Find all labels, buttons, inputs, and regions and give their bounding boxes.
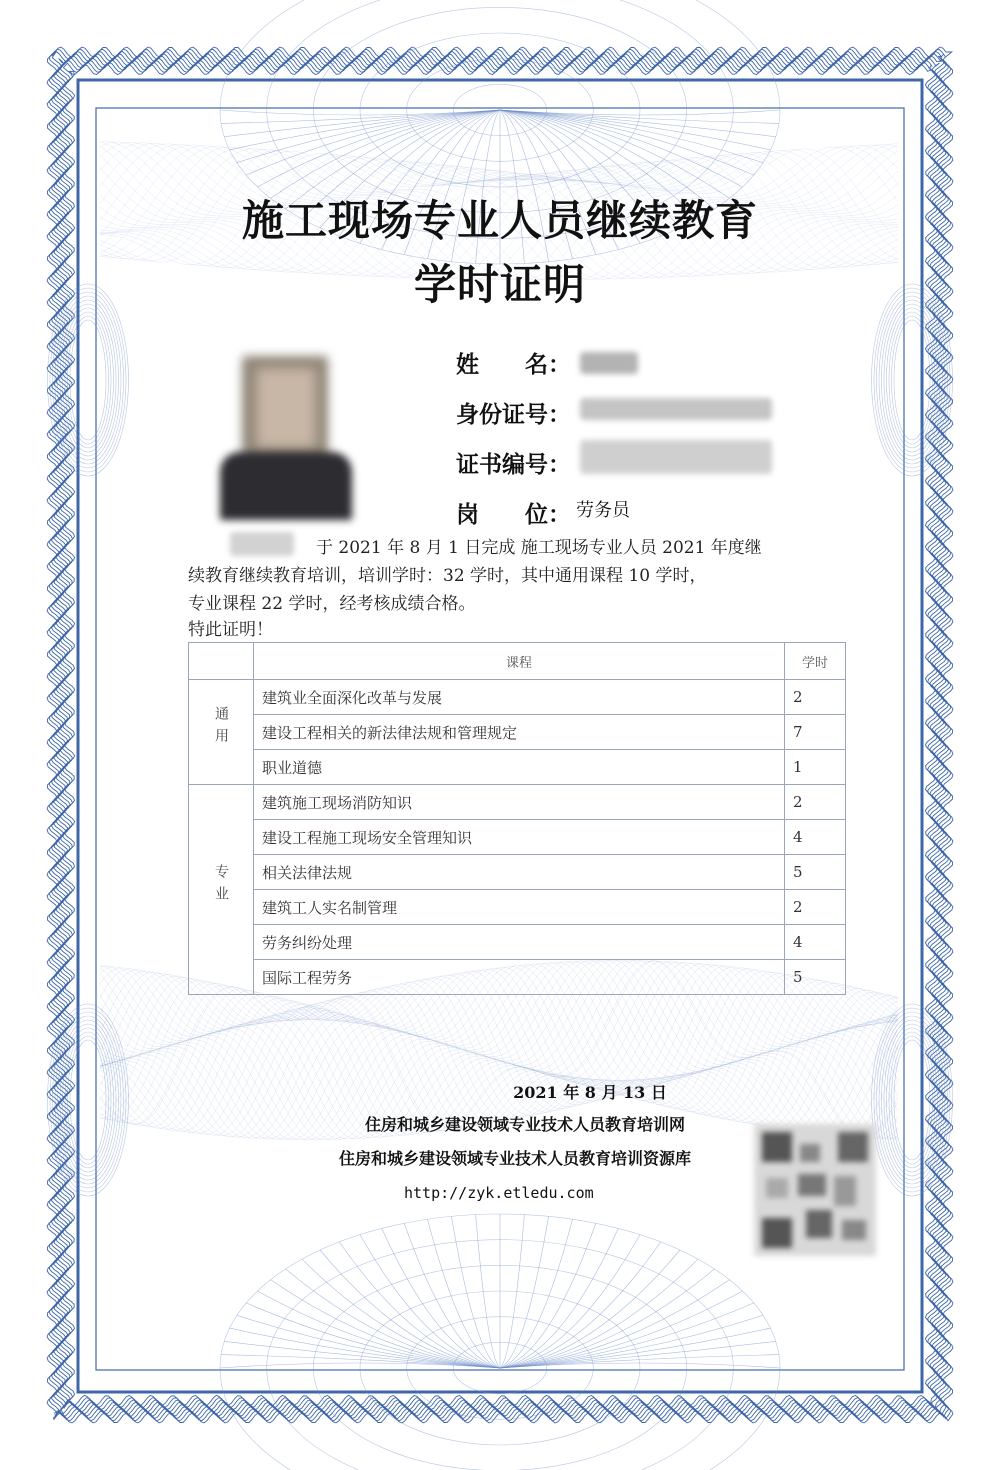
course-hours: 7 — [785, 715, 846, 750]
course-hours: 2 — [785, 680, 846, 715]
course-hours: 4 — [785, 820, 846, 855]
category-general — [189, 680, 254, 785]
id-number-label: 身份证号： — [456, 402, 571, 428]
certificate-number-value-redacted — [580, 440, 772, 474]
course-hours: 2 — [785, 785, 846, 820]
table-row — [189, 785, 846, 820]
qr-code — [754, 1124, 876, 1256]
course-hours: 5 — [785, 960, 846, 995]
statement-line-3: 专业课程 22 学时，经考核成绩合格。 — [188, 594, 476, 614]
category-general-text: 通用 — [213, 706, 229, 750]
course-name: 国际工程劳务 — [254, 960, 785, 995]
course-hours: 5 — [785, 855, 846, 890]
course-name: 职业道德 — [254, 750, 785, 785]
table-row — [189, 855, 846, 890]
statement-line-2: 续教育继续教育培训，培训学时：32 学时，其中通用课程 10 学时， — [188, 566, 707, 586]
table-row — [189, 715, 846, 750]
course-name: 相关法律法规 — [254, 855, 785, 890]
header-hours: 学时 — [785, 643, 846, 680]
course-hours: 1 — [785, 750, 846, 785]
issuer-org-1: 住房和城乡建设领域专业技术人员教育培训网 — [364, 1115, 685, 1134]
table-row — [189, 680, 846, 715]
course-hours: 2 — [785, 890, 846, 925]
table-row — [189, 890, 846, 925]
title-line-2: 学时证明 — [413, 260, 586, 309]
table-row — [189, 960, 846, 995]
photo — [220, 348, 352, 520]
id-number-value-redacted — [580, 398, 772, 420]
issuer-org-2: 住房和城乡建设领域专业技术人员教育培训资源库 — [338, 1149, 691, 1168]
holder-name-redacted — [230, 532, 294, 556]
header-category — [189, 643, 254, 680]
name-value-redacted — [580, 352, 638, 374]
category-professional-text: 专业 — [213, 863, 229, 908]
website-url: http://zyk.etledu.com — [404, 1184, 594, 1202]
name-label: 姓 名： — [456, 352, 571, 378]
statement-line-4: 特此证明！ — [188, 620, 273, 640]
table-header-row — [189, 643, 846, 680]
issue-date: 2021 年 8 月 13 日 — [513, 1083, 667, 1102]
position-label: 岗 位： — [456, 502, 571, 528]
course-name: 劳务纠纷处理 — [254, 925, 785, 960]
table-row — [189, 750, 846, 785]
header-course: 课程 — [254, 643, 785, 680]
table-row — [189, 925, 846, 960]
course-name: 建筑工人实名制管理 — [254, 890, 785, 925]
course-name: 建设工程施工现场安全管理知识 — [254, 820, 785, 855]
qr-code-graphic — [754, 1124, 876, 1256]
certificate-number-label: 证书编号： — [456, 452, 571, 478]
course-name: 建筑施工现场消防知识 — [254, 785, 785, 820]
title-line-1: 施工现场专业人员继续教育 — [241, 196, 758, 245]
table-row — [189, 820, 846, 855]
position-value: 劳务员 — [576, 500, 630, 521]
statement-line-1: 于 2021 年 8 月 1 日完成 施工现场专业人员 2021 年度继 — [316, 538, 762, 558]
course-name: 建设工程相关的新法律法规和管理规定 — [254, 715, 785, 750]
category-professional — [189, 785, 254, 995]
course-name: 建筑业全面深化改革与发展 — [254, 680, 785, 715]
course-hours: 4 — [785, 925, 846, 960]
course-table — [188, 642, 846, 995]
